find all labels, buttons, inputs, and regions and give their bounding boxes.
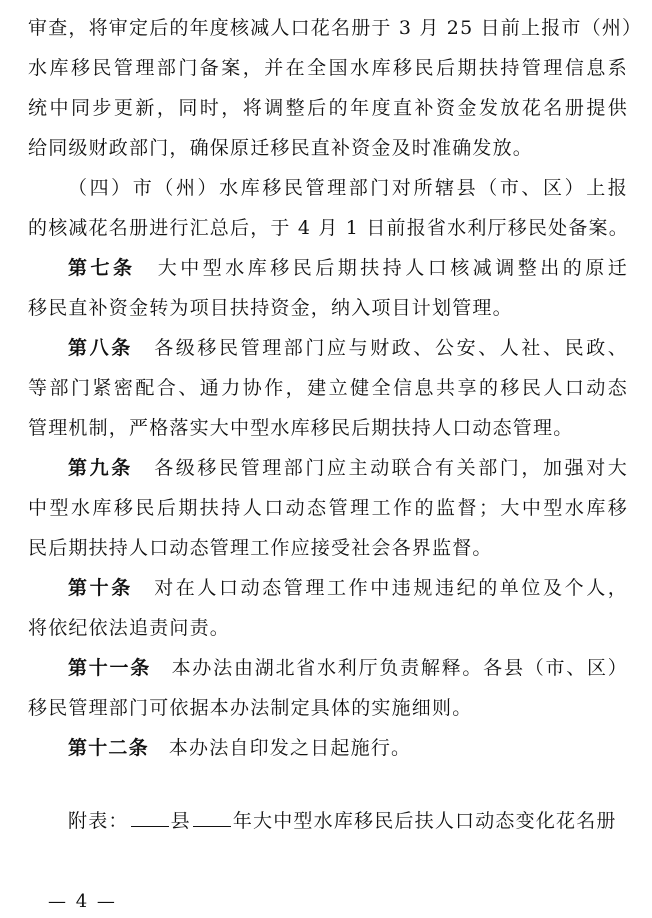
county-blank	[131, 808, 169, 827]
document-page	[28, 8, 643, 768]
article-text: 本办法自印发之日起施行。	[168, 737, 412, 759]
text-line: 移民直补资金转为项目扶持资金，纳入项目计划管理。	[28, 297, 513, 319]
text-line: 民后期扶持人口动态管理工作应接受社会各界监督。	[28, 537, 493, 559]
article-label: 第十条	[68, 577, 133, 599]
article-text: 本办法由湖北省水利厅负责解释。各县（市、区）	[171, 657, 628, 679]
article-label: 第八条	[68, 337, 133, 359]
article-label: 第十一条	[68, 657, 152, 679]
article-12	[28, 728, 628, 768]
text-line: 给同级财政部门，确保原迁移民直补资金及时准确发放。	[28, 137, 534, 159]
text-line: 等部门紧密配合、通力协作，建立健全信息共享的移民人口动态	[28, 377, 628, 399]
text-line: 将依纪依法追责问责。	[28, 617, 231, 639]
article-text: 各级移民管理部门应主动联合有关部门，加强对大	[152, 457, 629, 479]
text-line: 中型水库移民后期扶持人口动态管理工作的监督；大中型水库移	[28, 497, 628, 519]
paragraph-continued	[28, 8, 643, 168]
text-line: 管理机制，严格落实大中型水库移民后期扶持人口动态管理。	[28, 417, 574, 439]
text-line: 水库移民管理部门备案，并在全国水库移民后期扶持管理信息系	[28, 57, 628, 79]
text-line: 统中同步更新，同时，将调整后的年度直补资金发放花名册提供	[28, 97, 628, 119]
appendix-title: 年大中型水库移民后扶人口动态变化花名册	[232, 810, 617, 832]
article-first-line	[28, 248, 628, 288]
article-8	[28, 328, 628, 448]
appendix-county-suffix: 县	[170, 810, 191, 832]
text-line: 移民管理部门可依据本办法制定具体的实施细则。	[28, 697, 473, 719]
article-first-line	[28, 728, 628, 768]
text-line: （四）市（州）水库移民管理部门对所辖县（市、区）上报	[68, 177, 628, 199]
article-10	[28, 568, 628, 648]
appendix-line	[68, 801, 617, 841]
article-first-line	[28, 648, 628, 688]
article-11	[28, 648, 628, 728]
article-first-line	[28, 568, 628, 608]
paragraph-item-four	[28, 168, 628, 248]
text-line: 的核减花名册进行汇总后，于 4 月 1 日前报省水利厅移民处备案。	[28, 217, 629, 239]
article-9	[28, 448, 628, 568]
text-line: 审查，将审定后的年度核减人口花名册于 3 月 25 日前上报市（州）	[28, 17, 643, 39]
appendix-prefix: 附表：	[68, 810, 129, 832]
article-first-line	[28, 448, 628, 488]
page-number: — 4 —	[48, 891, 117, 912]
article-text: 大中型水库移民后期扶持人口核减调整出的原迁	[155, 257, 628, 279]
article-text: 各级移民管理部门应与财政、公安、人社、民政、	[152, 337, 629, 359]
year-blank	[193, 808, 231, 827]
article-label: 第十二条	[68, 737, 149, 759]
article-first-line	[28, 328, 628, 368]
article-label: 第九条	[68, 457, 133, 479]
article-label: 第七条	[68, 257, 136, 279]
article-7	[28, 248, 628, 328]
article-text: 对在人口动态管理工作中违规违纪的单位及个人，	[152, 577, 629, 599]
